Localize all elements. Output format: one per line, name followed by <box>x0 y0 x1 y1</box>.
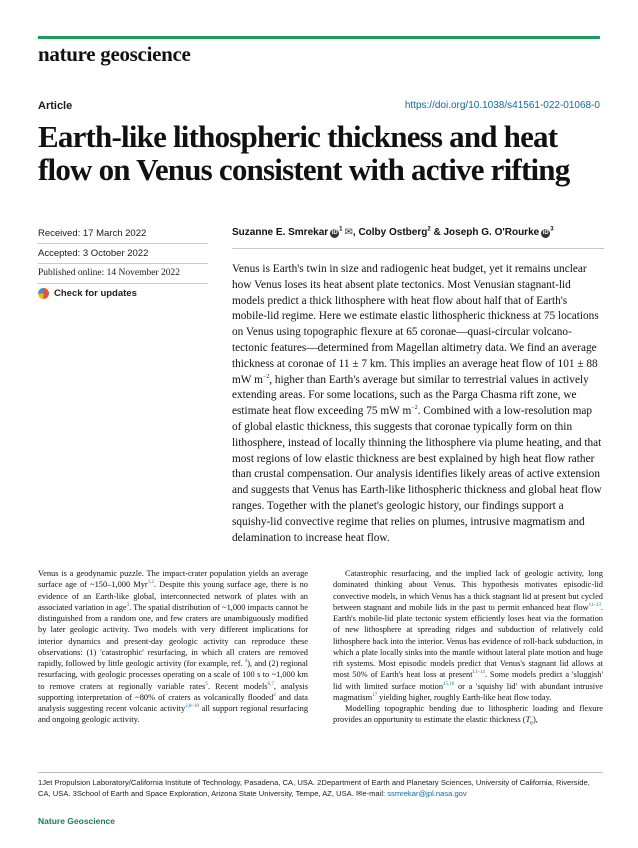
author-name[interactable]: Suzanne E. Smrekar <box>232 227 329 238</box>
header-rule <box>38 36 600 39</box>
unit-exponent: −2 <box>411 405 418 412</box>
check-updates-icon <box>38 288 49 299</box>
affiliation-mark: 1 <box>339 226 343 233</box>
divider <box>38 263 208 264</box>
body-paragraph: Modelling topographic bending due to lithospheric loading and flexure provides an opportunity to estimate the elastic thickness $(T_e)$, <box>333 704 603 727</box>
author-divider <box>232 248 604 249</box>
email-link[interactable]: ssmrekar@jpl.nasa.gov <box>387 789 467 798</box>
reference-link[interactable]: 15,16 <box>443 681 455 687</box>
received-date: Received: 17 March 2022 <box>38 228 147 239</box>
reference-link[interactable]: 3 <box>126 602 130 608</box>
reference-link[interactable]: 4 <box>244 659 248 665</box>
footer-journal-name: Nature Geoscience <box>38 816 116 826</box>
body-paragraph: Catastrophic resurfacing, and the implied lack of geologic activity, long dominated thinking about Venus. This hypothesis motivates episodic-lid convective models, in which Venus has a thick stagnant lid at present but cycled between stagnant and mobile lids in the past to permit enhanced heat flow$^{11-13}$. Earth's mobile-lid plate tectonic system efficiently loses heat via the formation of new lithosphere at spreading ridges and subduction of relatively cold lithosphere back into the interior. Venus has evidence of roll-back subduction, in which a plate locally sinks into the mantle without lateral plate motion and huge rift systems. Most episodic models predict that Venus's stagnant lid allows at most 50% of Earth's heat loss at present$^{11-14}$. Some models predict a 'sluggish' lid with limited surface motion$^{15,16}$ or a 'squishy lid' with abundant intrusive magmatism$^{17}$ yielding higher, roughly Earth-like heat flow today. <box>333 569 603 702</box>
body-column-left <box>38 568 308 726</box>
affiliation-mark: 2 <box>427 226 431 233</box>
author-name[interactable]: & Joseph G. O'Rourke <box>430 227 540 238</box>
author-name[interactable]: , Colby Ostberg <box>352 227 428 238</box>
article-type-label: Article <box>38 100 73 112</box>
footnote-divider <box>38 772 603 773</box>
divider <box>38 283 208 284</box>
journal-name: nature geoscience <box>38 42 191 66</box>
reference-link[interactable]: 5 <box>205 681 208 687</box>
article-title <box>38 120 603 186</box>
published-date: Published online: 14 November 2022 <box>38 268 180 278</box>
unit-exponent: −2 <box>262 373 270 380</box>
reference-link[interactable]: 1,2 <box>147 580 154 586</box>
orcid-icon[interactable]: iD <box>542 230 549 236</box>
reference-link[interactable]: 17 <box>372 692 378 698</box>
accepted-date: Accepted: 3 October 2022 <box>38 248 149 259</box>
check-updates-label: Check for updates <box>54 288 137 299</box>
body-column-right <box>333 568 603 730</box>
body-paragraph: Venus is a geodynamic puzzle. The impact-crater population yields an average surface age of ~150–1,000 Myr$^{1,2}$. Despite this young surface age, there is no evidence of an Earth-like global, interconnected network of plates with an associated variation in age$^3$. The spatial distribution of ~1,000 impacts cannot be distinguished from a random one, and few craters are unambiguously modified by later geologic activity. Two models with very different implications for interior dynamics and present-day geologic activity can reproduce these observations: (1) 'catastrophic' resurfacing, in which all craters are removed rapidly, followed by little geologic activity (for example, ref. $^4$), and (2) regional resurfacing, with geologic processes operating on a scale of 100 s to ~1,000 km to remove craters at regionally variable rates$^5$. Recent models$^{6,7}$, analysis supporting interpretation of ~80% of craters as volcanically flooded$^2$ and data analysis suggesting recent volcanic activity$^{2,8-10}$ all support regional resurfacing and ongoing geologic activity. <box>38 569 309 725</box>
reference-link[interactable]: 11–13 <box>588 602 601 608</box>
orcid-icon[interactable]: iD <box>331 230 338 236</box>
reference-link[interactable]: 2,8–10 <box>185 704 199 710</box>
affiliations-footnote: 1Jet Propulsion Laboratory/California Institute of Technology, Pasadena, CA, USA. 2Department of Earth and Planetary Sciences, University of California, Riverside, CA, USA. 3School of Earth and Space Exploration, Arizona State University, Tempe, AZ, USA. ✉e-mail: ssmrekar@jpl.nasa.gov <box>38 778 590 798</box>
email-icon: ✉ <box>355 789 363 798</box>
reference-link[interactable]: 2 <box>273 692 276 698</box>
check-for-updates-button[interactable] <box>38 288 137 299</box>
abstract-text: Venus is Earth's twin in size and radiogenic heat budget, yet it remains unclear how Venus loses its heat absent plate tectonics. Most Venusian stagnant-lid models predict a thick lithosphere with heat flow about half that of Earth's mobile-lid regime. Here we estimate elastic lithospheric thickness at 75 locations on Venus using topographic flexure at 65 coronae—quasi-circular volcano-tectonic features—determined from Magellan altimetry data. We find an average thickness at coronae of 11 ± 7 km. This implies an average heat flow of 101 ± 88 mW m <box>232 263 599 386</box>
doi-link[interactable]: https://doi.org/10.1038/s41561-022-01068-0 <box>404 100 600 111</box>
email-icon[interactable]: ✉ <box>344 227 353 238</box>
affiliation-mark: 3 <box>550 226 554 233</box>
abstract <box>232 262 604 546</box>
reference-link[interactable]: 6,7 <box>267 681 274 687</box>
author-list <box>232 227 554 238</box>
title-line-1: Earth-like lithospheric thickness and heat <box>38 119 558 154</box>
abstract-text: , higher than Earth's average but similar to terrestrial values in actively extending areas. For some locations, such as the Parga Chasma rift zone, we estimate heat flow exceeding 75 mW m <box>232 373 589 418</box>
title-line-2: flow on Venus consistent with active rifting <box>38 152 570 187</box>
abstract-text: . Combined with a low-resolution map of global elastic thickness, this suggests that coronae typically form on thin lithosphere, instead of locally thinning the lithosphere via plume heating, and that most regions of low elastic thickness are best explained by high heat flow rather than crustal compensation. Our analysis identifies likely areas of active extension and suggests that Venus has Earth-like lithospheric thickness and global heat flow ranges. Together with the planet's geologic history, our findings support a squishy-lid convective regime that relies on plumes, intrusive magmatism and delamination to increase heat flow. <box>232 405 602 544</box>
divider <box>38 243 208 244</box>
reference-link[interactable]: 11–14 <box>472 670 485 676</box>
